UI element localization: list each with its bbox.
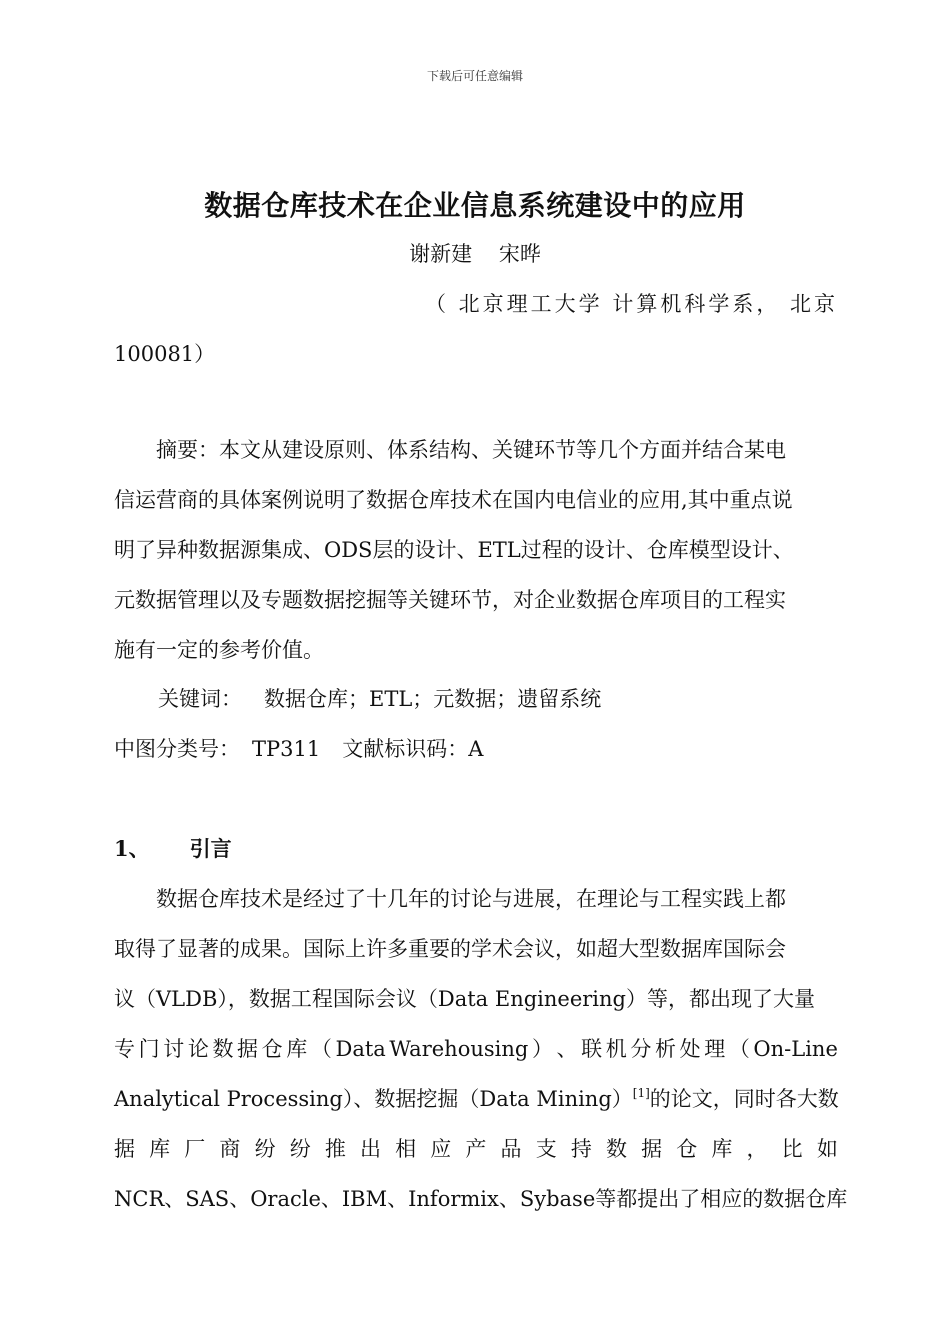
justified-token: 厂 [184, 1137, 206, 1161]
justified-token: 据 [237, 1037, 259, 1061]
abstract-line: 摘要：本文从建设原则、体系结构、关键环节等几个方面并结合某电 [156, 438, 786, 462]
citation-ref: [1] [632, 1086, 650, 1100]
abstract-line: 元数据管理以及专题数据挖掘等关键环节，对企业数据仓库项目的工程实 [114, 588, 786, 612]
keywords [158, 674, 601, 724]
classification [114, 724, 483, 774]
classification-code: TP311 [252, 737, 321, 761]
doc-id-label: 文献标识码： [342, 737, 469, 761]
affiliation-line: 100081） [114, 342, 216, 366]
justified-token: 机 [605, 1037, 627, 1061]
section-heading [114, 824, 232, 874]
justified-token: （ [310, 1037, 332, 1061]
justified-token: 品 [500, 1137, 522, 1161]
justified-token: 据 [641, 1137, 663, 1161]
justified-token: 门 [138, 1037, 160, 1061]
author-name: 谢新建 [409, 242, 473, 266]
justified-token: 仓 [676, 1137, 698, 1161]
justified-token: 据 [114, 1137, 135, 1161]
justified-token: 持 [570, 1137, 592, 1161]
justified-token: 数 [605, 1137, 627, 1161]
justified-token: 理 [704, 1037, 726, 1061]
justified-token: Warehousing [389, 1037, 529, 1061]
justified-token: 如 [816, 1137, 838, 1161]
justified-token: 商 [219, 1137, 241, 1161]
justified-token: 出 [359, 1137, 381, 1161]
justified-token: 专 [114, 1037, 135, 1061]
keywords-label: 关键词： [158, 687, 242, 711]
author-name: 宋晔 [498, 242, 541, 266]
paragraph-line: 数据仓库技术是经过了十几年的讨论与进展，在理论与工程实践上都 [156, 887, 786, 911]
justified-token: 纷 [254, 1137, 276, 1161]
author-list [0, 238, 950, 268]
header-note: 下载后可任意编辑 [426, 69, 523, 83]
paragraph-line-justified [114, 1024, 838, 1074]
paragraph-line: 取得了显著的成果。国际上许多重要的学术会议，如超大型数据库国际会 [114, 937, 786, 961]
paragraph-line [114, 1074, 838, 1124]
justified-token: 处 [679, 1037, 701, 1061]
section-title: 引言 [189, 836, 232, 861]
affiliation-line: （ 北京理工大学 计算机科学系， 北京 [424, 292, 838, 316]
justified-token: 推 [324, 1137, 346, 1161]
justified-token: 分 [630, 1037, 652, 1061]
paragraph-line-justified [114, 1124, 838, 1174]
justified-token: 纷 [289, 1137, 311, 1161]
justified-token: 相 [395, 1137, 417, 1161]
justified-token: Data [335, 1037, 386, 1061]
paragraph-line: 议（VLDB），数据工程国际会议（Data Engineering）等，都出现了大量 [114, 987, 815, 1011]
abstract-line: 施有一定的参考价值。 [114, 638, 324, 662]
justified-token: On-Line [753, 1037, 838, 1061]
section-number: 1、 [114, 836, 150, 861]
justified-token: 支 [535, 1137, 557, 1161]
paragraph-text: 的论文，同时各大数 [649, 1087, 839, 1111]
keywords-value: 数据仓库；ETL；元数据；遗留系统 [264, 687, 602, 711]
justified-token: （ [728, 1037, 750, 1061]
paragraph-line: NCR、SAS、Oracle、IBM、Informix、Sybase等都提出了相应的数据仓库 [114, 1187, 848, 1211]
paragraph-text: Analytical Processing）、数据挖掘（Data Mining） [114, 1087, 633, 1111]
justified-token: 析 [654, 1037, 676, 1061]
justified-token: 、 [556, 1037, 578, 1061]
justified-token: ， [746, 1137, 768, 1161]
justified-token: 应 [430, 1137, 452, 1161]
justified-token: 库 [149, 1137, 171, 1161]
justified-token: ） [531, 1037, 553, 1061]
abstract-line: 信运营商的具体案例说明了数据仓库技术在国内电信业的应用,其中重点说 [114, 488, 793, 512]
abstract-line: 明了异种数据源集成、ODS层的设计、ETL过程的设计、仓库模型设计、 [114, 538, 794, 562]
doc-id-code: A [468, 737, 484, 761]
justified-token: 库 [711, 1137, 733, 1161]
justified-token: 讨 [163, 1037, 185, 1061]
paper-title: 数据仓库技术在企业信息系统建设中的应用 [204, 189, 746, 222]
justified-token: 论 [187, 1037, 209, 1061]
intro-paragraph [114, 874, 848, 1224]
justified-token: 比 [781, 1137, 803, 1161]
justified-token: 库 [286, 1037, 308, 1061]
justified-token: 仓 [261, 1037, 283, 1061]
justified-token: 联 [581, 1037, 603, 1061]
justified-token: 产 [465, 1137, 487, 1161]
classification-label: 中图分类号： [114, 737, 240, 761]
justified-token: 数 [212, 1037, 234, 1061]
abstract [114, 425, 838, 675]
